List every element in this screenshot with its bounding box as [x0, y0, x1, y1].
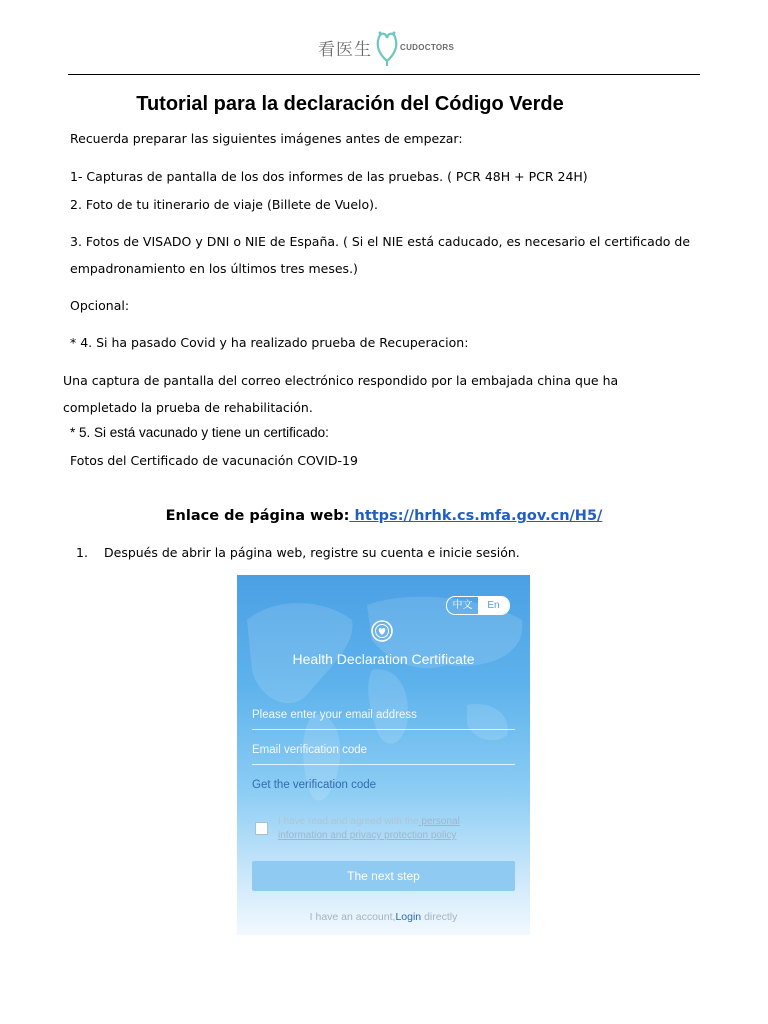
login-prompt-suffix: directly: [421, 911, 458, 923]
item-4: * 4. Si ha pasado Covid y ha realizado prueba de Recuperacion:: [70, 335, 469, 350]
app-screenshot: [237, 575, 530, 935]
item-5-desc: Fotos del Certificado de vacunación COVID-19: [70, 453, 358, 468]
privacy-policy-link[interactable]: personal information and privacy protection policy: [278, 816, 460, 841]
web-link-line: [0, 508, 768, 524]
verification-code-input[interactable]: Email verification code: [252, 744, 515, 765]
login-prompt: [237, 911, 530, 923]
item-3-line-2: empadronamiento en los últimos tres meses.): [70, 261, 358, 276]
logo-english-text: CUDOCTORS: [400, 42, 455, 52]
lang-chinese-option[interactable]: 中文: [452, 600, 473, 611]
stethoscope-heart-icon: [374, 27, 400, 67]
item-1: 1- Capturas de pantalla de los dos informes de las pruebas. ( PCR 48H + PCR 24H): [70, 169, 588, 184]
web-link-label: Enlace de página web:: [165, 508, 350, 524]
login-prompt-prefix: I have an account,: [309, 911, 396, 923]
page-title: Tutorial para la declaración del Código Verde: [136, 93, 564, 115]
agreement-checkbox[interactable]: [255, 822, 268, 835]
web-link-url[interactable]: https://hrhk.cs.mfa.gov.cn/H5/: [349, 508, 603, 524]
login-link[interactable]: Login: [395, 911, 422, 923]
logo-chinese-text: 看医生: [318, 39, 372, 60]
item-5: * 5. Si está vacunado y tiene un certificado:: [70, 425, 329, 440]
app-title: Health Declaration Certificate: [292, 651, 475, 667]
language-toggle[interactable]: [446, 596, 510, 615]
cudoctors-logo: [318, 26, 454, 68]
email-input[interactable]: Please enter your email address: [252, 709, 515, 730]
optional-label: Opcional:: [70, 298, 130, 313]
agreement-row: [255, 815, 498, 843]
lang-english-option[interactable]: En: [478, 597, 509, 614]
emblem-icon: [370, 619, 394, 643]
header-divider: [68, 74, 700, 75]
item-2: 2. Foto de tu itinerario de viaje (Billete de Vuelo).: [70, 197, 378, 212]
next-step-button[interactable]: The next step: [252, 861, 515, 891]
intro-text: Recuerda preparar las siguientes imágenes antes de empezar:: [70, 131, 463, 146]
item-3-line-1: 3. Fotos de VISADO y DNI o NIE de España. ( Si el NIE está caducado, es necesario el certificado de: [70, 234, 691, 249]
step-1-text: Después de abrir la página web, registre su cuenta e inicie sesión.: [104, 545, 520, 560]
item-4-desc-line-1: Una captura de pantalla del correo electrónico respondido por la embajada china que ha: [63, 373, 619, 388]
step-1-number: 1.: [76, 545, 88, 560]
agreement-text: [278, 815, 498, 843]
agreement-prefix: I have read and agreed with the: [278, 816, 419, 827]
item-4-desc-line-2: completado la prueba de rehabilitación.: [63, 400, 313, 415]
get-code-link[interactable]: Get the verification code: [252, 779, 377, 791]
